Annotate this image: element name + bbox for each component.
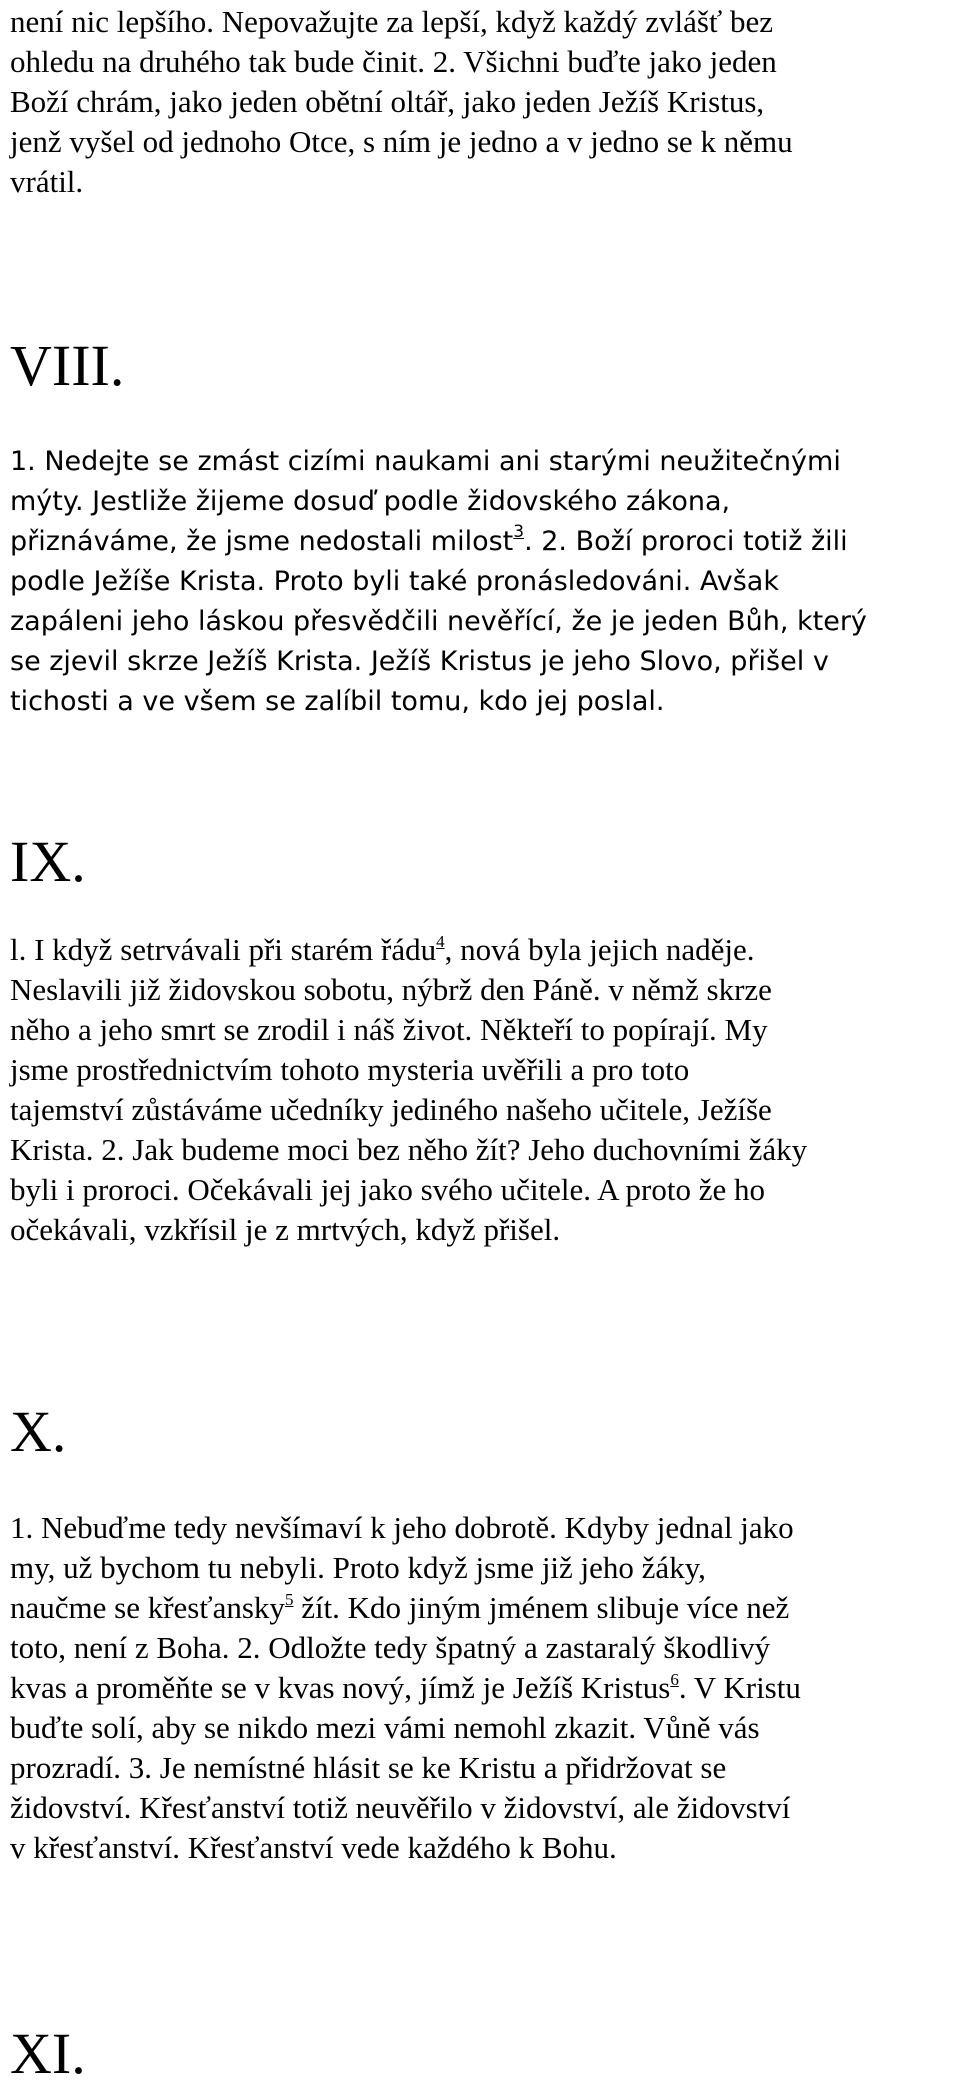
text-line: 1. Nedejte se zmást cizími naukami ani starými neužitečnými (10, 446, 841, 477)
text-line (10, 522, 950, 562)
text-line: tajemství zůstáváme učedníky jediného našeho učitele, Ježíše (10, 1092, 772, 1127)
text-line: buďte solí, aby se nikdo mezi vámi nemohl zkazit. Vůně vás (10, 1710, 760, 1745)
text-line: se zjevil skrze Ježíš Krista. Ježíš Kristus je jeho Slovo, přišel v (10, 646, 829, 677)
text-line (10, 930, 950, 970)
text-line: jenž vyšel od jednoho Otce, s ním je jedno a v jedno se k němu (10, 124, 793, 159)
text-line: zapáleni jeho láskou přesvědčili nevěřící, že je jeden Bůh, který (10, 606, 867, 637)
text-line: ohledu na druhého tak bude činit. 2. Všichni buďte jako jeden (10, 44, 777, 79)
text-line: není nic lepšího. Nepovažujte za lepší, když každý zvlášť bez (10, 4, 773, 39)
paragraph-section-viii (10, 442, 950, 722)
text-line (10, 1668, 950, 1708)
text-line: Neslavili již židovskou sobotu, nýbrž den Páně. v němž skrze (10, 972, 772, 1007)
text-segment: . 2. Boží proroci totiž žili (524, 526, 848, 557)
text-line: Krista. 2. Jak budeme moci bez něho žít? Jeho duchovními žáky (10, 1132, 808, 1167)
section-heading-ix: IX. (10, 829, 86, 894)
text-line: tichosti a ve všem se zalíbil tomu, kdo jej poslal. (10, 686, 665, 717)
text-segment: žít. Kdo jiným jménem slibuje více než (293, 1590, 790, 1625)
text-line (10, 1588, 950, 1628)
text-line: vrátil. (10, 164, 84, 199)
section-heading-x: X. (10, 1399, 67, 1464)
text-line: židovství. Křesťanství totiž neuvěřilo v židovství, ale židovství (10, 1790, 791, 1825)
text-line: očekávali, vzkřísil je z mrtvých, když přišel. (10, 1212, 561, 1247)
footnote-link-4[interactable]: 4 (436, 932, 445, 951)
text-line: my, už bychom tu nebyli. Proto když jsme již jeho žáky, (10, 1550, 706, 1585)
footnote-link-6[interactable]: 6 (670, 1670, 679, 1689)
text-line: 1. Nebuďme tedy nevšímaví k jeho dobrotě. Kdyby jednal jako (10, 1510, 794, 1545)
text-line: byli i proroci. Očekávali jej jako svého učitele. A proto že ho (10, 1172, 765, 1207)
text-line: něho a jeho smrt se zrodil i náš život. Někteří to popírají. My (10, 1012, 768, 1047)
section-heading-xi: XI. (10, 2021, 86, 2086)
text-segment: kvas a proměňte se v kvas nový, jímž je Ježíš Kristus (10, 1670, 671, 1705)
text-line: prozradí. 3. Je nemístné hlásit se ke Kristu a přidržovat se (10, 1750, 727, 1785)
paragraph-section-ix (10, 930, 950, 1250)
text-line: Boží chrám, jako jeden obětní oltář, jako jeden Ježíš Kristus, (10, 84, 765, 119)
text-line: mýty. Jestliže žijeme dosuď podle židovského zákona, (10, 486, 731, 517)
footnote-link-3[interactable]: 3 (513, 522, 525, 542)
text-segment: l. I když setrvávali při starém řádu (10, 932, 437, 967)
text-segment: , nová byla jejich naděje. (444, 932, 755, 967)
text-segment: naučme se křesťansky (10, 1590, 285, 1625)
paragraph-section-vii-tail (10, 2, 950, 202)
text-segment: přiznáváme, že jsme nedostali milost (10, 526, 514, 557)
text-line: v křesťanství. Křesťanství vede každého k Bohu. (10, 1830, 617, 1865)
text-line: jsme prostřednictvím tohoto mysteria uvěřili a pro toto (10, 1052, 690, 1087)
text-segment: . V Kristu (678, 1670, 801, 1705)
footnote-link-5[interactable]: 5 (284, 1590, 294, 1609)
text-line: podle Ježíše Krista. Proto byli také pronásledováni. Avšak (10, 566, 779, 597)
text-line: toto, není z Boha. 2. Odložte tedy špatný a zastaralý škodlivý (10, 1630, 771, 1665)
paragraph-section-x (10, 1508, 950, 1868)
section-heading-viii: VIII. (10, 333, 125, 398)
